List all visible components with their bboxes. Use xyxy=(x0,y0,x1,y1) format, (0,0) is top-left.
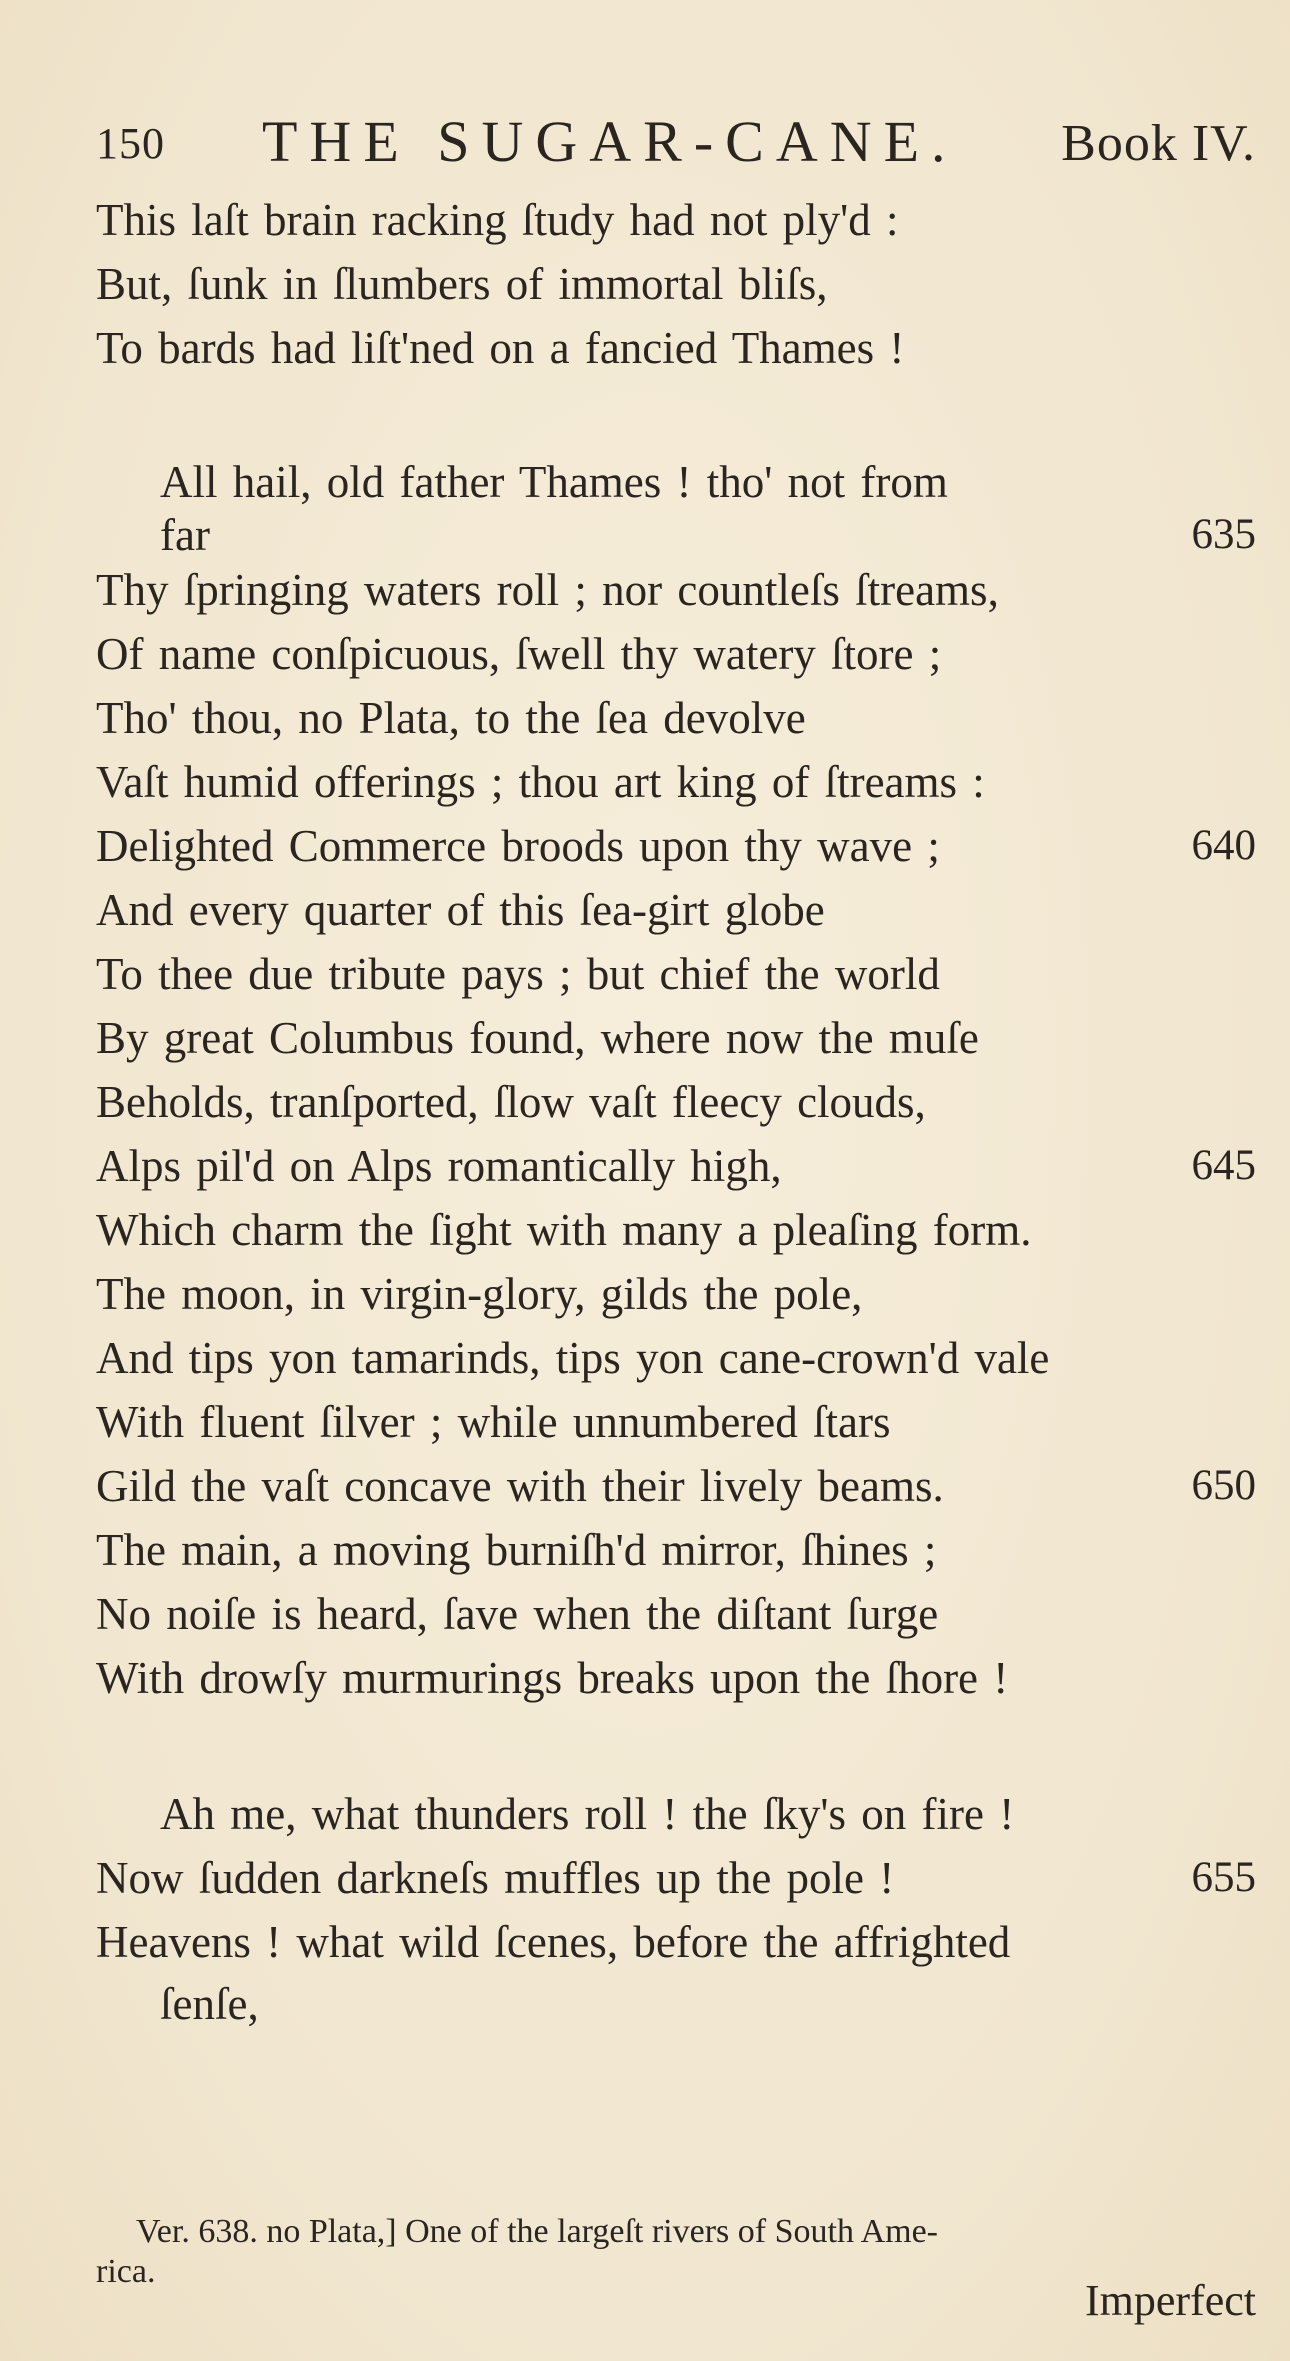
verse-text: Heavens ! what wild ſcenes, before the affrighted xyxy=(96,1917,1011,1967)
verse-line xyxy=(96,944,1256,1004)
verse-text: far xyxy=(160,510,210,560)
running-header xyxy=(96,100,1256,180)
verse-text: Vaſt humid offerings ; thou art king of ſtreams : xyxy=(96,757,985,807)
verse-text: Now ſudden darkneſs muffles up the pole ! xyxy=(96,1853,895,1903)
verse-text: Thy ſpringing waters roll ; nor countleſs ſtreams, xyxy=(96,565,999,615)
verse-line xyxy=(160,1784,1256,1844)
verse-text: Alps pil'd on Alps romantically high, xyxy=(96,1141,782,1191)
verse-text: Which charm the ſight with many a pleaſing form. xyxy=(96,1205,1032,1255)
verse-text: Gild the vaſt concave with their lively beams. xyxy=(96,1461,944,1511)
verse-text: Ah me, what thunders roll ! the ſky's on fire ! xyxy=(160,1789,1015,1839)
verse-line xyxy=(96,1072,1256,1132)
verse-line xyxy=(96,1008,1256,1068)
verse-line xyxy=(96,254,1256,314)
verse-line xyxy=(96,624,1256,684)
verse-text: Tho' thou, no Plata, to the ſea devolve xyxy=(96,693,806,743)
verse-text: No noiſe is heard, ſave when the diſtant ſurge xyxy=(96,1589,939,1639)
footnote-line: Ver. 638. no Plata,] One of the largeſt rivers of South Ame- xyxy=(136,2213,938,2250)
verse-text: But, ſunk in ſlumbers of immortal bliſs, xyxy=(96,259,828,309)
running-title: THE SUGAR-CANE. xyxy=(262,109,958,174)
verse-line xyxy=(160,452,1256,512)
footnote-line: rica. xyxy=(96,2253,156,2290)
verse-text: To thee due tribute pays ; but chief the world xyxy=(96,949,940,999)
verse-line xyxy=(96,1584,1256,1644)
verse-line xyxy=(96,880,1256,940)
verse-text: Delighted Commerce broods upon thy wave ; xyxy=(96,821,940,871)
verse-line xyxy=(96,1392,1256,1452)
line-number: 650 xyxy=(1191,1462,1256,1509)
verse-text: And every quarter of this ſea-girt globe xyxy=(96,885,825,935)
verse-text: ſenſe, xyxy=(160,1979,259,2029)
footnote xyxy=(96,2212,1256,2292)
line-number: 640 xyxy=(1191,822,1256,869)
book-label: Book IV. xyxy=(1061,115,1256,172)
verse-line xyxy=(160,505,1256,565)
verse-line xyxy=(96,560,1256,620)
verse-text: All hail, old father Thames ! tho' not from xyxy=(160,457,948,507)
line-number: 645 xyxy=(1191,1142,1256,1189)
verse-text: The moon, in virgin-glory, gilds the pole, xyxy=(96,1269,863,1319)
verse-line xyxy=(160,1974,1256,2034)
verse-text: Beholds, tranſported, ſlow vaſt fleecy clouds, xyxy=(96,1077,926,1127)
verse-text: The main, a moving burniſh'd mirror, ſhines ; xyxy=(96,1525,937,1575)
verse-line xyxy=(96,318,1256,378)
verse-text: With drowſy murmurings breaks upon the ſhore ! xyxy=(96,1653,1009,1703)
verse-line xyxy=(96,1912,1256,1972)
verse-line xyxy=(96,1328,1256,1388)
verse-line xyxy=(96,688,1256,748)
verse-line xyxy=(96,1848,1256,1908)
verse-text: And tips yon tamarinds, tips yon cane-crown'd vale xyxy=(96,1333,1050,1383)
verse-line xyxy=(96,1648,1256,1708)
verse-line xyxy=(96,1520,1256,1580)
verse-line xyxy=(96,1136,1256,1196)
verse-line xyxy=(96,1200,1256,1260)
verse-line xyxy=(96,816,1256,876)
verse-text: By great Columbus found, where now the muſe xyxy=(96,1013,979,1063)
verse-text: With fluent ſilver ; while unnumbered ſtars xyxy=(96,1397,891,1447)
catchword: Imperfect xyxy=(1085,2276,1256,2325)
verse-text: This laſt brain racking ſtudy had not ply'd : xyxy=(96,195,899,245)
page-number: 150 xyxy=(96,119,165,168)
verse-line xyxy=(96,190,1256,250)
verse-text: To bards had liſt'ned on a fancied Thames ! xyxy=(96,323,905,373)
verse-line xyxy=(96,1456,1256,1516)
line-number: 655 xyxy=(1191,1854,1256,1901)
verse-line xyxy=(96,1264,1256,1324)
verse-text: Of name conſpicuous, ſwell thy watery ſtore ; xyxy=(96,629,942,679)
verse-line xyxy=(96,752,1256,812)
line-number: 635 xyxy=(1191,511,1256,558)
